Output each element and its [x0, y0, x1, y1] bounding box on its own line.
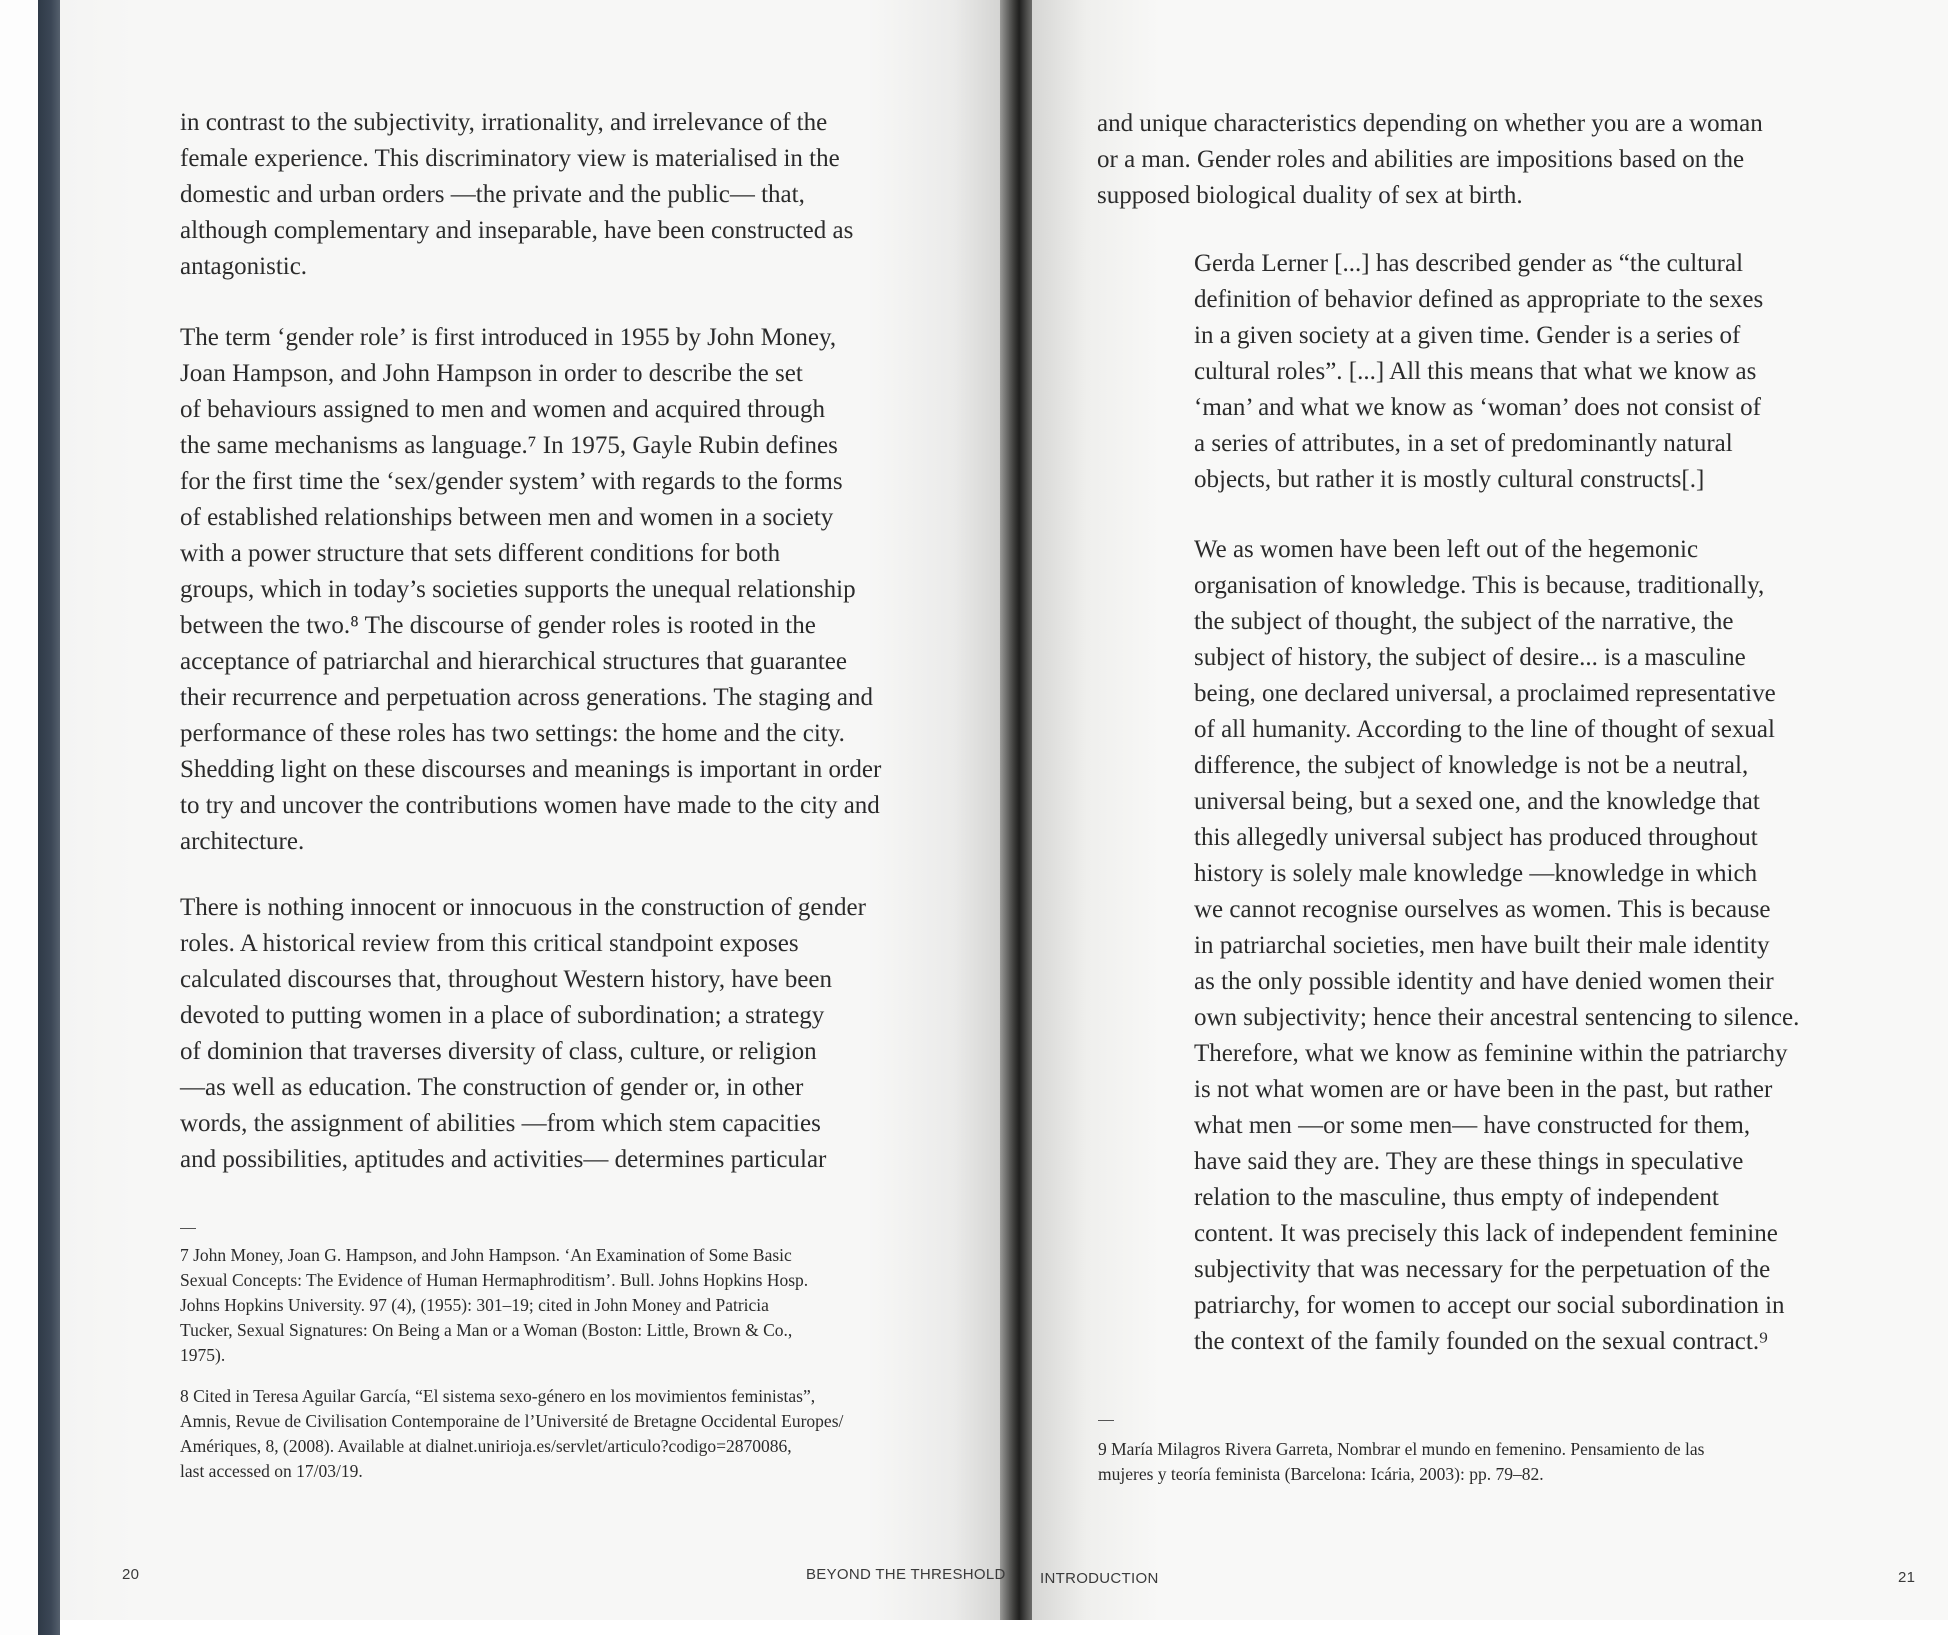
page-edge: [0, 0, 38, 1635]
footnote-line: 9 María Milagros Rivera Garreta, Nombrar el mundo en femenino. Pensamiento de las: [1098, 1439, 1705, 1459]
text-line: with a power structure that sets different conditions for both: [180, 540, 781, 567]
footnote-line: Amériques, 8, (2008). Available at dialnet.unirioja.es/servlet/articulo?codigo=2870086,: [180, 1436, 792, 1456]
text-line: between the two.⁸ The discourse of gender roles is rooted in the: [180, 612, 816, 639]
text-line: definition of behavior defined as appropriate to the sexes: [1194, 286, 1764, 313]
text-line: groups, which in today’s societies supports the unequal relationship: [180, 576, 856, 603]
text-line: is not what women are or have been in the past, but rather: [1194, 1076, 1773, 1103]
footnote-line: Sexual Concepts: The Evidence of Human Hermaphroditism’. Bull. Johns Hopkins Hosp.: [180, 1270, 809, 1290]
page-number-right: 21: [1898, 1569, 1916, 1586]
text-line: history is solely male knowledge —knowledge in which: [1194, 860, 1758, 887]
text-line: relation to the masculine, thus empty of independent: [1194, 1184, 1719, 1211]
text-line: their recurrence and perpetuation across generations. The staging and: [180, 684, 874, 711]
left-paragraph-3: [180, 890, 866, 1178]
text-line: difference, the subject of knowledge is not be a neutral,: [1194, 752, 1749, 779]
block-quote-1: [1194, 246, 1763, 498]
book-gutter: [1000, 0, 1032, 1635]
footnote-rule: [1098, 1420, 1114, 1421]
footnote-9: [1098, 1437, 1704, 1487]
text-line: as the only possible identity and have denied women their: [1194, 968, 1774, 995]
text-line: subject of history, the subject of desire... is a masculine: [1194, 644, 1746, 671]
text-line: what men —or some men— have constructed for them,: [1194, 1112, 1751, 1139]
page-bottom-edge: [60, 1620, 1948, 1635]
text-line: being, one declared universal, a proclaimed representative: [1194, 680, 1776, 707]
text-line: of all humanity. According to the line of thought of sexual: [1194, 716, 1775, 743]
text-line: although complementary and inseparable, have been constructed as: [180, 217, 854, 244]
text-line: words, the assignment of abilities —from which stem capacities: [180, 1110, 821, 1137]
block-quote-2: [1194, 532, 1799, 1360]
text-line: Joan Hampson, and John Hampson in order to describe the set: [180, 360, 803, 387]
text-line: have said they are. They are these things in speculative: [1194, 1148, 1744, 1175]
text-line: antagonistic.: [180, 253, 308, 280]
cover-edge: [38, 0, 60, 1635]
text-line: of established relationships between men and women in a society: [180, 504, 834, 531]
text-line: architecture.: [180, 828, 305, 855]
text-line: to try and uncover the contributions women have made to the city and: [180, 792, 880, 819]
footnote-rule: [180, 1228, 196, 1229]
footnote-line: 8 Cited in Teresa Aguilar García, “El sistema sexo-género en los movimientos feministas”,: [180, 1386, 816, 1406]
text-line: universal being, but a sexed one, and the knowledge that: [1194, 788, 1760, 815]
text-line: calculated discourses that, throughout Western history, have been: [180, 966, 832, 993]
text-line: organisation of knowledge. This is because, traditionally,: [1194, 572, 1765, 599]
text-line: or a man. Gender roles and abilities are impositions based on the: [1097, 146, 1745, 173]
right-paragraph-continuation: [1097, 106, 1763, 214]
text-line: the subject of thought, the subject of the narrative, the: [1194, 608, 1734, 635]
footnote-line: Johns Hopkins University. 97 (4), (1955): 301–19; cited in John Money and Patricia: [180, 1295, 769, 1315]
text-line: domestic and urban orders —the private and the public— that,: [180, 181, 805, 208]
text-line: devoted to putting women in a place of subordination; a strategy: [180, 1002, 825, 1029]
text-line: in patriarchal societies, men have built their male identity: [1194, 932, 1770, 959]
text-line: —as well as education. The construction of gender or, in other: [180, 1074, 804, 1101]
text-line: this allegedly universal subject has produced throughout: [1194, 824, 1758, 851]
footnote-line: Tucker, Sexual Signatures: On Being a Man or a Woman (Boston: Little, Brown & Co.,: [180, 1320, 793, 1340]
text-line: in contrast to the subjectivity, irrationality, and irrelevance of the: [180, 109, 828, 136]
left-paragraph-1: [180, 105, 853, 285]
text-line: There is nothing innocent or innocuous in the construction of gender: [180, 894, 866, 921]
text-line: of behaviours assigned to men and women and acquired through: [180, 396, 825, 423]
text-line: we cannot recognise ourselves as women. This is because: [1194, 896, 1771, 923]
text-line: the same mechanisms as language.⁷ In 1975, Gayle Rubin defines: [180, 432, 838, 459]
text-line: subjectivity that was necessary for the perpetuation of the: [1194, 1256, 1771, 1283]
footnote-7: [180, 1243, 808, 1368]
footnote-line: Amnis, Revue de Civilisation Contemporaine de l’Université de Bretagne Occidental Europes/: [180, 1411, 844, 1431]
text-line: in a given society at a given time. Gender is a series of: [1194, 322, 1741, 349]
text-line: cultural roles”. [...] All this means that what we know as: [1194, 358, 1757, 385]
text-line: patriarchy, for women to accept our social subordination in: [1194, 1292, 1785, 1319]
text-line: Gerda Lerner [...] has described gender as “the cultural: [1194, 250, 1744, 277]
text-line: We as women have been left out of the hegemonic: [1194, 536, 1699, 563]
text-line: content. It was precisely this lack of independent feminine: [1194, 1220, 1778, 1247]
text-line: ‘man’ and what we know as ‘woman’ does not consist of: [1194, 394, 1761, 421]
text-line: performance of these roles has two settings: the home and the city.: [180, 720, 845, 747]
text-line: Therefore, what we know as feminine within the patriarchy: [1194, 1040, 1788, 1067]
page-number-left: 20: [122, 1566, 140, 1583]
text-line: and unique characteristics depending on whether you are a woman: [1097, 110, 1763, 137]
footnote-line: last accessed on 17/03/19.: [180, 1461, 363, 1481]
text-line: roles. A historical review from this critical standpoint exposes: [180, 930, 799, 957]
text-line: of dominion that traverses diversity of class, culture, or religion: [180, 1038, 817, 1065]
footnote-line: 7 John Money, Joan G. Hampson, and John Hampson. ‘An Examination of Some Basic: [180, 1245, 792, 1265]
text-line: for the first time the ‘sex/gender system’ with regards to the forms: [180, 468, 843, 495]
footnote-line: mujeres y teoría feminista (Barcelona: Icária, 2003): pp. 79–82.: [1098, 1464, 1544, 1484]
text-line: a series of attributes, in a set of predominantly natural: [1194, 430, 1733, 457]
running-head-left: BEYOND THE THRESHOLD: [806, 1566, 1006, 1583]
text-line: Shedding light on these discourses and meanings is important in order: [180, 756, 882, 783]
text-line: the context of the family founded on the sexual contract.⁹: [1194, 1328, 1768, 1355]
left-paragraph-2: [180, 320, 881, 860]
text-line: and possibilities, aptitudes and activities— determines particular: [180, 1146, 827, 1173]
footnote-line: 1975).: [180, 1345, 226, 1365]
footnote-8: [180, 1384, 843, 1484]
text-line: female experience. This discriminatory view is materialised in the: [180, 145, 840, 172]
text-line: The term ‘gender role’ is first introduced in 1955 by John Money,: [180, 324, 837, 351]
text-line: objects, but rather it is mostly cultural constructs[.]: [1194, 466, 1705, 493]
text-line: own subjectivity; hence their ancestral sentencing to silence.: [1194, 1004, 1800, 1031]
text-line: supposed biological duality of sex at birth.: [1097, 182, 1523, 209]
text-line: acceptance of patriarchal and hierarchical structures that guarantee: [180, 648, 847, 675]
running-head-right: INTRODUCTION: [1040, 1570, 1159, 1587]
